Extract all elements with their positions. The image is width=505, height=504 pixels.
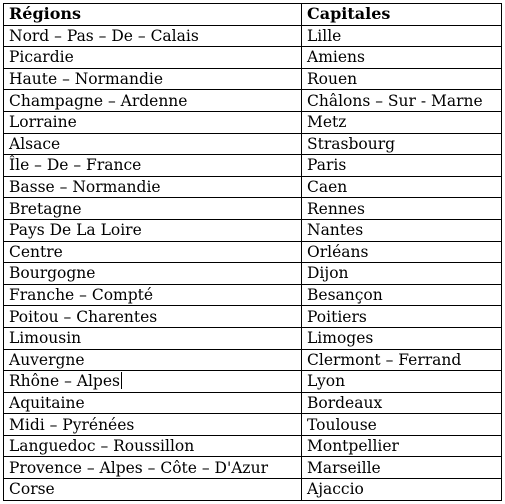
table-row <box>4 327 502 349</box>
region-cell[interactable]: Bourgogne <box>4 263 302 285</box>
capital-cell[interactable]: Montpellier <box>302 435 502 457</box>
capital-cell[interactable]: Rennes <box>302 198 502 220</box>
region-cell[interactable]: Franche – Compté <box>4 284 302 306</box>
region-cell[interactable]: Provence – Alpes – Côte – D'Azur <box>4 457 302 479</box>
capital-cell[interactable]: Paris <box>302 155 502 177</box>
table-row <box>4 241 502 263</box>
capital-cell[interactable]: Rouen <box>302 68 502 90</box>
region-cell[interactable]: Midi – Pyrénées <box>4 414 302 436</box>
region-cell[interactable]: Nord – Pas – De – Calais <box>4 25 302 47</box>
table-row <box>4 435 502 457</box>
table-row <box>4 155 502 177</box>
region-cell[interactable]: Auvergne <box>4 349 302 371</box>
region-cell-text: Rhône – Alpes <box>9 372 120 391</box>
text-cursor <box>121 372 122 389</box>
capital-cell[interactable]: Orléans <box>302 241 502 263</box>
capital-cell[interactable]: Strasbourg <box>302 133 502 155</box>
capital-cell[interactable]: Lyon <box>302 371 502 393</box>
region-cell[interactable]: Limousin <box>4 327 302 349</box>
table-row <box>4 414 502 436</box>
region-cell[interactable]: Haute – Normandie <box>4 68 302 90</box>
table-row <box>4 479 502 501</box>
region-cell[interactable]: Bretagne <box>4 198 302 220</box>
capital-cell[interactable]: Besançon <box>302 284 502 306</box>
capital-cell[interactable]: Metz <box>302 111 502 133</box>
region-cell-active[interactable] <box>4 371 302 393</box>
table-row <box>4 198 502 220</box>
table-row <box>4 349 502 371</box>
regions-capitals-table <box>3 3 502 501</box>
region-cell[interactable]: Lorraine <box>4 111 302 133</box>
region-cell[interactable]: Poitou – Charentes <box>4 306 302 328</box>
region-cell[interactable]: Aquitaine <box>4 392 302 414</box>
capital-cell[interactable]: Dijon <box>302 263 502 285</box>
header-row <box>4 4 502 26</box>
capital-cell[interactable]: Toulouse <box>302 414 502 436</box>
table-row <box>4 219 502 241</box>
capital-cell[interactable]: Bordeaux <box>302 392 502 414</box>
capital-cell[interactable]: Caen <box>302 176 502 198</box>
table-row <box>4 176 502 198</box>
region-cell[interactable]: Île – De – France <box>4 155 302 177</box>
capital-cell[interactable]: Clermont – Ferrand <box>302 349 502 371</box>
region-cell[interactable]: Centre <box>4 241 302 263</box>
capital-cell[interactable]: Ajaccio <box>302 479 502 501</box>
region-cell[interactable]: Picardie <box>4 47 302 69</box>
table-row <box>4 68 502 90</box>
table-row <box>4 392 502 414</box>
capital-cell[interactable]: Poitiers <box>302 306 502 328</box>
region-cell[interactable]: Corse <box>4 479 302 501</box>
capital-cell[interactable]: Amiens <box>302 47 502 69</box>
region-cell[interactable]: Champagne – Ardenne <box>4 90 302 112</box>
table-row <box>4 25 502 47</box>
table-row <box>4 457 502 479</box>
table-row <box>4 371 502 393</box>
region-cell[interactable]: Alsace <box>4 133 302 155</box>
header-regions: Régions <box>4 4 302 26</box>
table-row <box>4 284 502 306</box>
capital-cell[interactable]: Marseille <box>302 457 502 479</box>
header-capitals: Capitales <box>302 4 502 26</box>
region-cell[interactable]: Languedoc – Roussillon <box>4 435 302 457</box>
capital-cell[interactable]: Nantes <box>302 219 502 241</box>
region-cell[interactable]: Basse – Normandie <box>4 176 302 198</box>
table-row <box>4 306 502 328</box>
table-row <box>4 90 502 112</box>
table-row <box>4 133 502 155</box>
table-row <box>4 111 502 133</box>
table-row <box>4 263 502 285</box>
capital-cell[interactable]: Limoges <box>302 327 502 349</box>
table-row <box>4 47 502 69</box>
capital-cell[interactable]: Lille <box>302 25 502 47</box>
capital-cell[interactable]: Châlons – Sur - Marne <box>302 90 502 112</box>
region-cell[interactable]: Pays De La Loire <box>4 219 302 241</box>
